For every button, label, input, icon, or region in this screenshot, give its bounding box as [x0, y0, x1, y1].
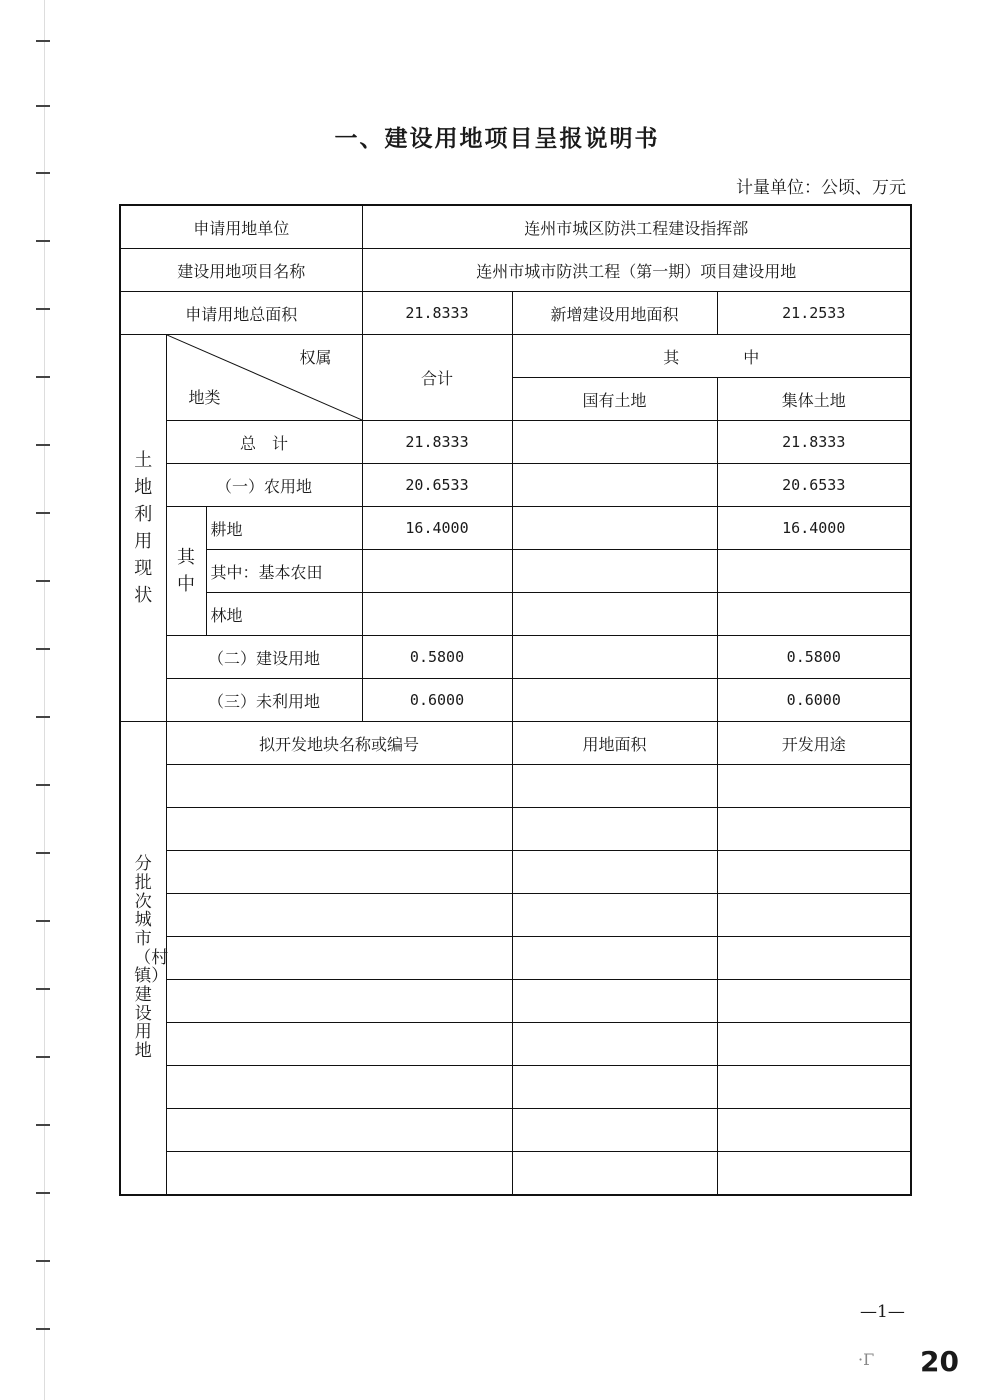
col-among-header: 其 中 — [512, 335, 911, 378]
land-row-total-value: 16.4000 — [362, 507, 512, 550]
batch-cell — [166, 894, 512, 937]
col-state-header: 国有土地 — [512, 378, 717, 421]
area-row — [120, 292, 911, 335]
land-row-name: （三）未利用地 — [166, 679, 362, 722]
page-title: 一、建设用地项目呈报说明书 — [334, 126, 660, 152]
diag-bottom-label: 地类 — [188, 388, 221, 407]
binding-line — [44, 0, 45, 1400]
batch-empty-row — [120, 1152, 911, 1196]
batch-cell — [166, 851, 512, 894]
faint-mark: ·Γ — [858, 1350, 875, 1369]
batch-empty-row — [120, 851, 911, 894]
batch-empty-row — [120, 937, 911, 980]
land-row-state-value — [512, 636, 717, 679]
land-row-agricultural — [120, 464, 911, 507]
land-row-name: 其中：基本农田 — [206, 550, 362, 593]
batch-cell — [512, 808, 717, 851]
land-row-name: 耕地 — [206, 507, 362, 550]
batch-cell — [166, 937, 512, 980]
batch-cell — [166, 1066, 512, 1109]
land-row-cultivated — [120, 507, 911, 550]
batch-cell — [512, 980, 717, 1023]
land-row-collective-value: 21.8333 — [717, 421, 911, 464]
applicant-label: 申请用地单位 — [120, 205, 362, 249]
land-use-section-label: 土地利用现状 — [120, 335, 166, 722]
land-row-name: （一）农用地 — [166, 464, 362, 507]
land-row-name: 总 计 — [166, 421, 362, 464]
page-number: —1— — [860, 1302, 905, 1322]
new-area-label: 新增建设用地面积 — [512, 292, 717, 335]
batch-cell — [717, 894, 911, 937]
land-row-total-value — [362, 550, 512, 593]
land-row-total-value: 21.8333 — [362, 421, 512, 464]
batch-cell — [166, 808, 512, 851]
batch-cell — [717, 1023, 911, 1066]
batch-empty-row — [120, 765, 911, 808]
col-collective-header: 集体土地 — [717, 378, 911, 421]
diag-top-label: 权属 — [299, 348, 332, 367]
batch-cell — [512, 851, 717, 894]
batch-col-area-header: 用地面积 — [512, 722, 717, 765]
land-row-collective-value — [717, 550, 911, 593]
land-row-total-value: 0.5800 — [362, 636, 512, 679]
application-form-table — [119, 204, 912, 1196]
land-row-forest — [120, 593, 911, 636]
batch-section-label: 分批次城市（村镇）建设用地 — [120, 722, 166, 1196]
batch-empty-row — [120, 1023, 911, 1066]
land-row-state-value — [512, 593, 717, 636]
scan-number: 20 — [920, 1345, 959, 1378]
batch-cell — [717, 1066, 911, 1109]
batch-cell — [166, 1109, 512, 1152]
col-total-header: 合计 — [362, 335, 512, 421]
land-row-name: （二）建设用地 — [166, 636, 362, 679]
batch-cell — [512, 894, 717, 937]
total-area-label: 申请用地总面积 — [120, 292, 362, 335]
batch-empty-row — [120, 1109, 911, 1152]
batch-header-row — [120, 722, 911, 765]
batch-cell — [166, 1152, 512, 1196]
land-row-name: 林地 — [206, 593, 362, 636]
batch-cell — [717, 937, 911, 980]
batch-empty-row — [120, 894, 911, 937]
batch-cell — [512, 1152, 717, 1196]
land-row-total-value: 0.6000 — [362, 679, 512, 722]
batch-cell — [717, 980, 911, 1023]
land-row-state-value — [512, 421, 717, 464]
land-row-total-value — [362, 593, 512, 636]
batch-cell — [512, 937, 717, 980]
batch-empty-row — [120, 808, 911, 851]
land-row-state-value — [512, 464, 717, 507]
batch-empty-row — [120, 1066, 911, 1109]
total-area-value: 21.8333 — [362, 292, 512, 335]
batch-empty-row — [120, 980, 911, 1023]
land-row-basic-farmland — [120, 550, 911, 593]
batch-cell — [166, 765, 512, 808]
land-row-total-value: 20.6533 — [362, 464, 512, 507]
land-row-unused — [120, 679, 911, 722]
batch-cell — [166, 1023, 512, 1066]
unit-note: 计量单位：公顷、万元 — [736, 178, 906, 198]
land-row-state-value — [512, 550, 717, 593]
land-row-collective-value: 0.5800 — [717, 636, 911, 679]
land-row-collective-value: 0.6000 — [717, 679, 911, 722]
land-row-total — [120, 421, 911, 464]
batch-cell — [717, 851, 911, 894]
batch-col-name-header: 拟开发地块名称或编号 — [166, 722, 512, 765]
land-use-header-row-1 — [120, 335, 911, 378]
project-name-row — [120, 249, 911, 292]
land-row-construction — [120, 636, 911, 679]
project-value: 连州市城市防洪工程（第一期）项目建设用地 — [362, 249, 911, 292]
batch-cell — [512, 1023, 717, 1066]
applicant-value: 连州市城区防洪工程建设指挥部 — [362, 205, 911, 249]
batch-cell — [717, 1152, 911, 1196]
batch-cell — [717, 808, 911, 851]
project-label: 建设用地项目名称 — [120, 249, 362, 292]
land-row-collective-value: 20.6533 — [717, 464, 911, 507]
land-row-state-value — [512, 507, 717, 550]
batch-col-use-header: 开发用途 — [717, 722, 911, 765]
sub-section-label: 其中 — [166, 507, 206, 636]
land-row-state-value — [512, 679, 717, 722]
applicant-row — [120, 205, 911, 249]
batch-cell — [512, 1066, 717, 1109]
land-row-collective-value — [717, 593, 911, 636]
batch-cell — [512, 765, 717, 808]
batch-cell — [166, 980, 512, 1023]
land-row-collective-value: 16.4000 — [717, 507, 911, 550]
batch-cell — [512, 1109, 717, 1152]
new-area-value: 21.2533 — [717, 292, 911, 335]
batch-cell — [717, 1109, 911, 1152]
batch-cell — [717, 765, 911, 808]
diagonal-header-cell — [166, 335, 362, 421]
